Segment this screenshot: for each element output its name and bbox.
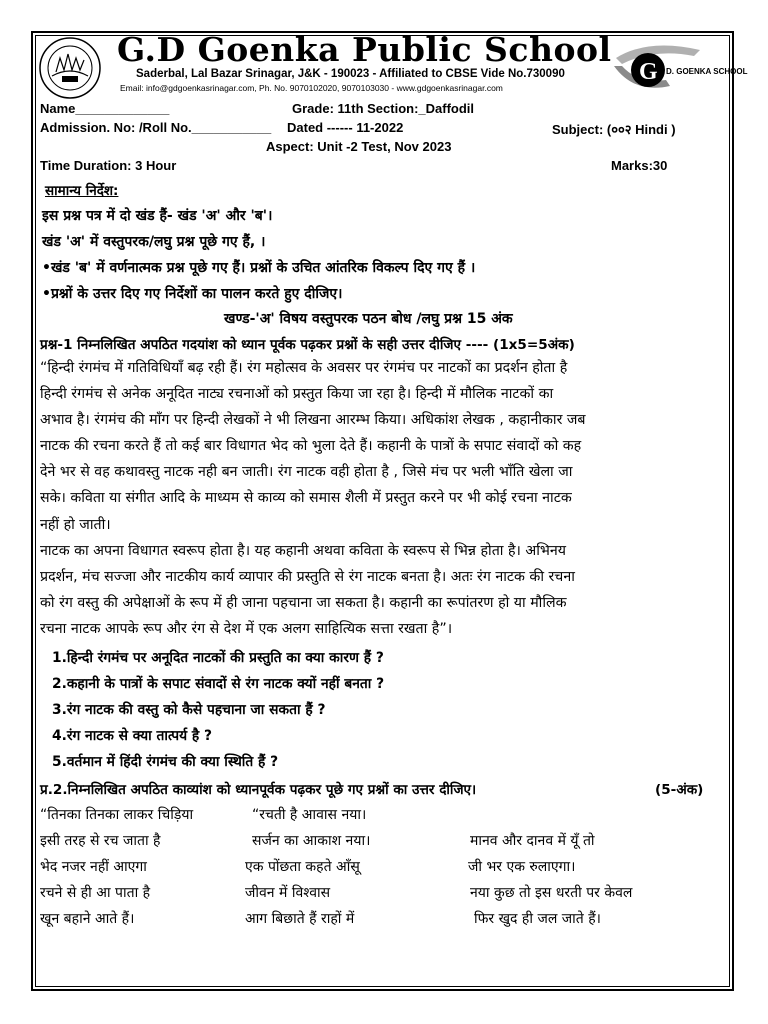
admission-roll-field: Admission. No: /Roll No.___________ xyxy=(40,120,272,135)
svg-text:D. GOENKA SCHOOL: D. GOENKA SCHOOL xyxy=(666,67,748,76)
section-a-title: खण्ड-'अ' विषय वस्तुपरक पठन बोध /लघु प्रश्न 15 अंक xyxy=(224,311,513,327)
passage-line: नाटक का अपना विधागत स्वरूप होता है। यह कहानी अथवा कविता के स्वरूप से भिन्न होता है। अभिनय xyxy=(40,542,566,559)
school-name: G.D Goenka Public School xyxy=(117,30,612,69)
q2-marks: (5-अंक) xyxy=(655,782,704,798)
instruction-line: इस प्रश्न पत्र में दो खंड हैं- खंड 'अ' और 'ब'। xyxy=(42,208,273,224)
total-marks: Marks:30 xyxy=(611,158,668,173)
poem-line: नया कुछ तो इस धरती पर केवल xyxy=(470,885,633,901)
poem-line: आग बिछाते हैं राहों में xyxy=(245,911,355,927)
reading-passage xyxy=(40,355,710,642)
school-address: Saderbal, Lal Bazar Srinagar, J&K - 190023 - Affiliated to CBSE Vide No.730090 xyxy=(136,68,565,80)
poem-line: मानव और दानव में यूँ तो xyxy=(470,833,595,849)
poem-line: भेद नजर नहीं आएगा xyxy=(40,859,147,875)
cbse-emblem-icon xyxy=(38,36,102,100)
name-field: Name_____________ xyxy=(40,101,170,116)
question-item: 2.कहानी के पात्रों के सपाट संवादों से रंग नाटक क्यों नहीं बनता ? xyxy=(52,676,385,692)
instructions-heading: सामान्य निर्देश: xyxy=(45,183,119,199)
grade-section: Grade: 11th Section:_Daffodil xyxy=(292,101,475,116)
svg-text:G: G xyxy=(639,59,658,85)
question-item: 5.वर्तमान में हिंदी रंगमंच की क्या स्थिति हैं ? xyxy=(52,754,279,770)
passage-line: अभाव है। रंगमंच की माँग पर हिन्दी लेखकों ने भी लिखना आरम्भ किया। अधिकांश लेखक , कहानीकार जब xyxy=(40,412,586,429)
exam-date: Dated ------ 11-2022 xyxy=(287,120,404,135)
poem-line: “तिनका तिनका लाकर चिड़िया xyxy=(40,807,194,823)
poem-line: एक पोंछता कहते आँसू xyxy=(245,859,360,875)
passage-line: “हिन्दी रंगमंच में गतिविधियाँ बढ़ रही हैं। रंग महोत्सव के अवसर पर रंगमंच पर नाटकों का प्रदर्शन होता है xyxy=(40,360,568,376)
poem-line: सर्जन का आकाश नया। xyxy=(252,833,371,849)
poem-line: जीवन में विश्वास xyxy=(245,885,331,901)
instruction-line: •खंड 'ब' में वर्णनात्मक प्रश्न पूछे गए हैं। प्रश्नों के उचित आंतरिक विकल्प दिए गए हैं । xyxy=(42,260,476,276)
q2-heading: प्र.2.निम्नलिखित अपठित काव्यांश को ध्यानपूर्वक पढ़कर पूछे गए प्रश्नों का उत्तर दीजिए। xyxy=(40,782,477,798)
passage-line: प्रदर्शन, मंच सज्जा और नाटकीय कार्य व्यापार की प्रस्तुति से रंग नाटक बनता है। अतः रंग नाटक की रचना xyxy=(40,568,575,585)
passage-line: को रंग वस्तु की अपेक्षाओं के रूप में ही जाना पहचाना जा सकता है। कहानी का रूपांतरण हो या मौलिक xyxy=(40,594,567,611)
time-duration: Time Duration: 3 Hour xyxy=(40,158,177,173)
passage-line: रचना नाटक आपके रूप और रंग से देश में एक अलग साहित्यिक सत्ता रखता है”। xyxy=(40,620,453,637)
poem-line: खून बहाने आते हैं। xyxy=(40,911,135,927)
school-contact: Email: info@gdgoenkasrinagar.com, Ph. No. 9070102020, 9070103030 - www.gdgoenkasrinagar.com xyxy=(120,83,503,93)
poem-line: फिर खुद ही जल जाते हैं। xyxy=(474,911,601,927)
q1-heading: प्रश्न-1 निम्नलिखित अपठित गदयांश को ध्यान पूर्वक पढ़कर प्रश्नों के सही उत्तर दीजिए ---- (1x5=5अंक) xyxy=(40,337,575,353)
poem-line: इसी तरह से रच जाता है xyxy=(40,833,161,849)
exam-aspect: Aspect: Unit -2 Test, Nov 2023 xyxy=(266,139,452,154)
passage-line: देने भर से वह कथावस्तु नाटक नही बन जाती। रंग नाटक वही होता है , जिसे मंच पर भली भाँति खेला जा xyxy=(40,464,573,481)
goenka-logo-icon xyxy=(608,36,748,100)
passage-line: नाटक की रचना करते हैं तो कई बार विधागत भेद को भुला देते हैं। कहानी के पात्रों के सपाट संवादों को कह xyxy=(40,438,582,455)
poem-line: जी भर एक रुलाएगा। xyxy=(468,859,576,875)
poem-line: रचने से ही आ पाता है xyxy=(40,885,151,901)
subject: Subject: (००२ Hindi ) xyxy=(552,122,676,137)
question-item: 1.हिन्दी रंगमंच पर अनूदित नाटकों की प्रस्तुति का क्या कारण हैं ? xyxy=(52,650,384,666)
question-item: 3.रंग नाटक की वस्तु को कैसे पहचाना जा सकता हैं ? xyxy=(52,702,326,718)
instruction-line: खंड 'अ' में वस्तुपरक/लघु प्रश्न पूछे गए हैं, । xyxy=(42,234,266,250)
poem-line: “रचती है आवास नया। xyxy=(252,807,367,823)
passage-line: हिन्दी रंगमंच से अनेक अनूदित नाट्य रचनाओं को प्रस्तुत किया जा रहा है। हिन्दी में मौलिक नाटकों का xyxy=(40,386,554,403)
instruction-line: •प्रश्नों के उत्तर दिए गए निर्देशों का पालन करते हुए दीजिए। xyxy=(42,286,343,302)
passage-line: नहीं हो जाती। xyxy=(40,516,111,533)
passage-line: सके। कविता या संगीत आदि के माध्यम से काव्य को समास शैली में प्रस्तुत करने पर भी कोई रचना नाटक xyxy=(40,490,572,507)
question-item: 4.रंग नाटक से क्या तात्पर्य है ? xyxy=(52,728,213,744)
